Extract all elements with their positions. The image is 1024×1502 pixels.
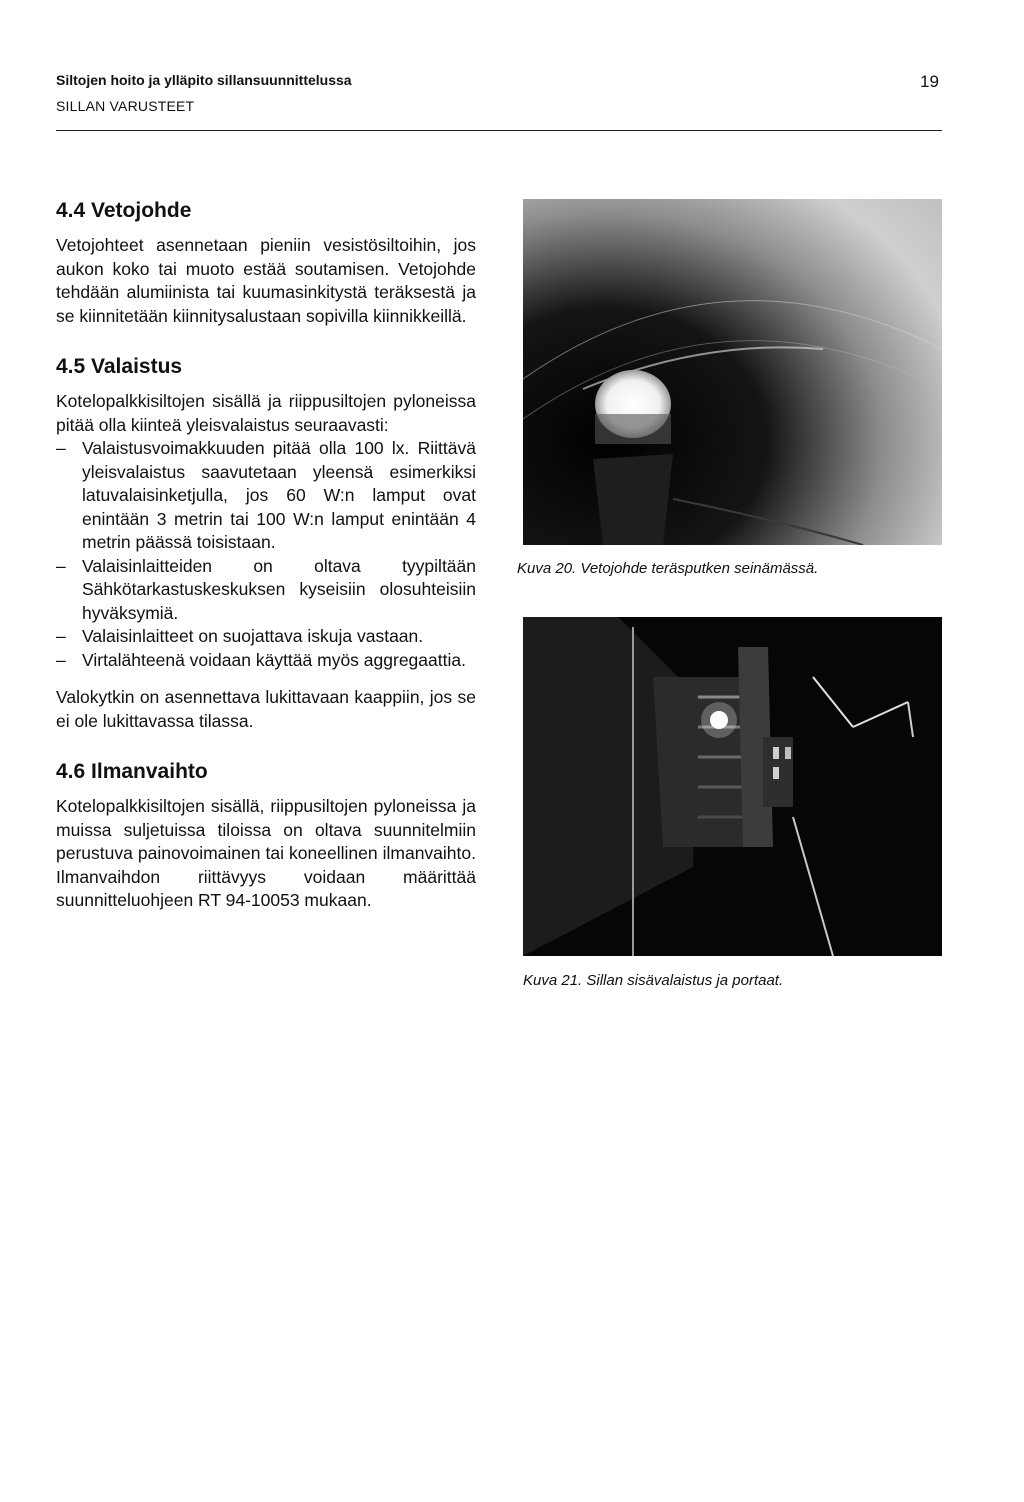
section-outro-valaistus: Valokytkin on asennettava lukittavaan kaappiin, jos se ei ole lukittavassa tilassa. [56, 687, 476, 731]
section-heading-ilmanvaihto: 4.6 Ilmanvaihto [56, 760, 208, 783]
header-rule [56, 130, 942, 131]
section-heading-vetojohde: 4.4 Vetojohde [56, 199, 192, 222]
list-item: – Valaisinlaitteet on suojattava iskuja vastaan. [56, 626, 424, 646]
running-header-section: SILLAN VARUSTEET [56, 98, 195, 114]
photo-pipe-interior [523, 199, 942, 545]
section-intro-valaistus: Kotelopalkkisiltojen sisällä ja riippusiltojen pyloneissa pitää olla kiinteä yleisvalaistus seuraavasti: [56, 391, 476, 435]
section-paragraph-ilmanvaihto: Kotelopalkkisiltojen sisällä, riippusiltojen pyloneissa ja muissa suljetuissa tiloissa on oltava suunnitelmiin perustuva painovoimainen tai koneellinen ilmanvaihto. Ilmanvaihdon riittävyys voidaan määrittää suunnitteluohjeen RT 94-10053 mukaan. [56, 796, 476, 910]
figure-caption-20: Kuva 20. Vetojohde teräsputken seinämässä. [517, 560, 819, 577]
text-column [56, 198, 476, 913]
list-item: – Valaisinlaitteiden on oltava tyypiltään Sähkötarkastuskeskuksen kyseisiin olosuhteisiin hyväksymiä. [56, 555, 476, 623]
figure-caption-21: Kuva 21. Sillan sisävalaistus ja portaat. [523, 972, 784, 989]
photo-bridge-interior [523, 617, 942, 956]
list-item: – Valaistusvoimakkuuden pitää olla 100 lx. Riittävä yleisvalaistus saavutetaan yleensä esimerkiksi latuvalaisinketjulla, jos 60 W:n lamput ovat enintään 3 metrin tai 100 W:n lamput enintään 4 metrin päässä toisistaan. [56, 438, 476, 552]
page-number: 19 [920, 72, 939, 91]
list-item: – Virtalähteenä voidaan käyttää myös aggregaattia. [56, 649, 466, 670]
running-header-title: Siltojen hoito ja ylläpito sillansuunnittelussa [56, 72, 352, 88]
section-heading-valaistus: 4.5 Valaistus [56, 355, 183, 378]
bullet-list [56, 437, 476, 672]
section-paragraph-vetojohde: Vetojohteet asennetaan pieniin vesistösiltoihin, jos aukon koko tai muoto estää soutamisen. Vetojohde tehdään alumiinista tai kuumasinkitystä teräksestä ja se kiinnitetään kiinnitysalustaan sopivilla kiinnikkeillä. [56, 235, 476, 326]
